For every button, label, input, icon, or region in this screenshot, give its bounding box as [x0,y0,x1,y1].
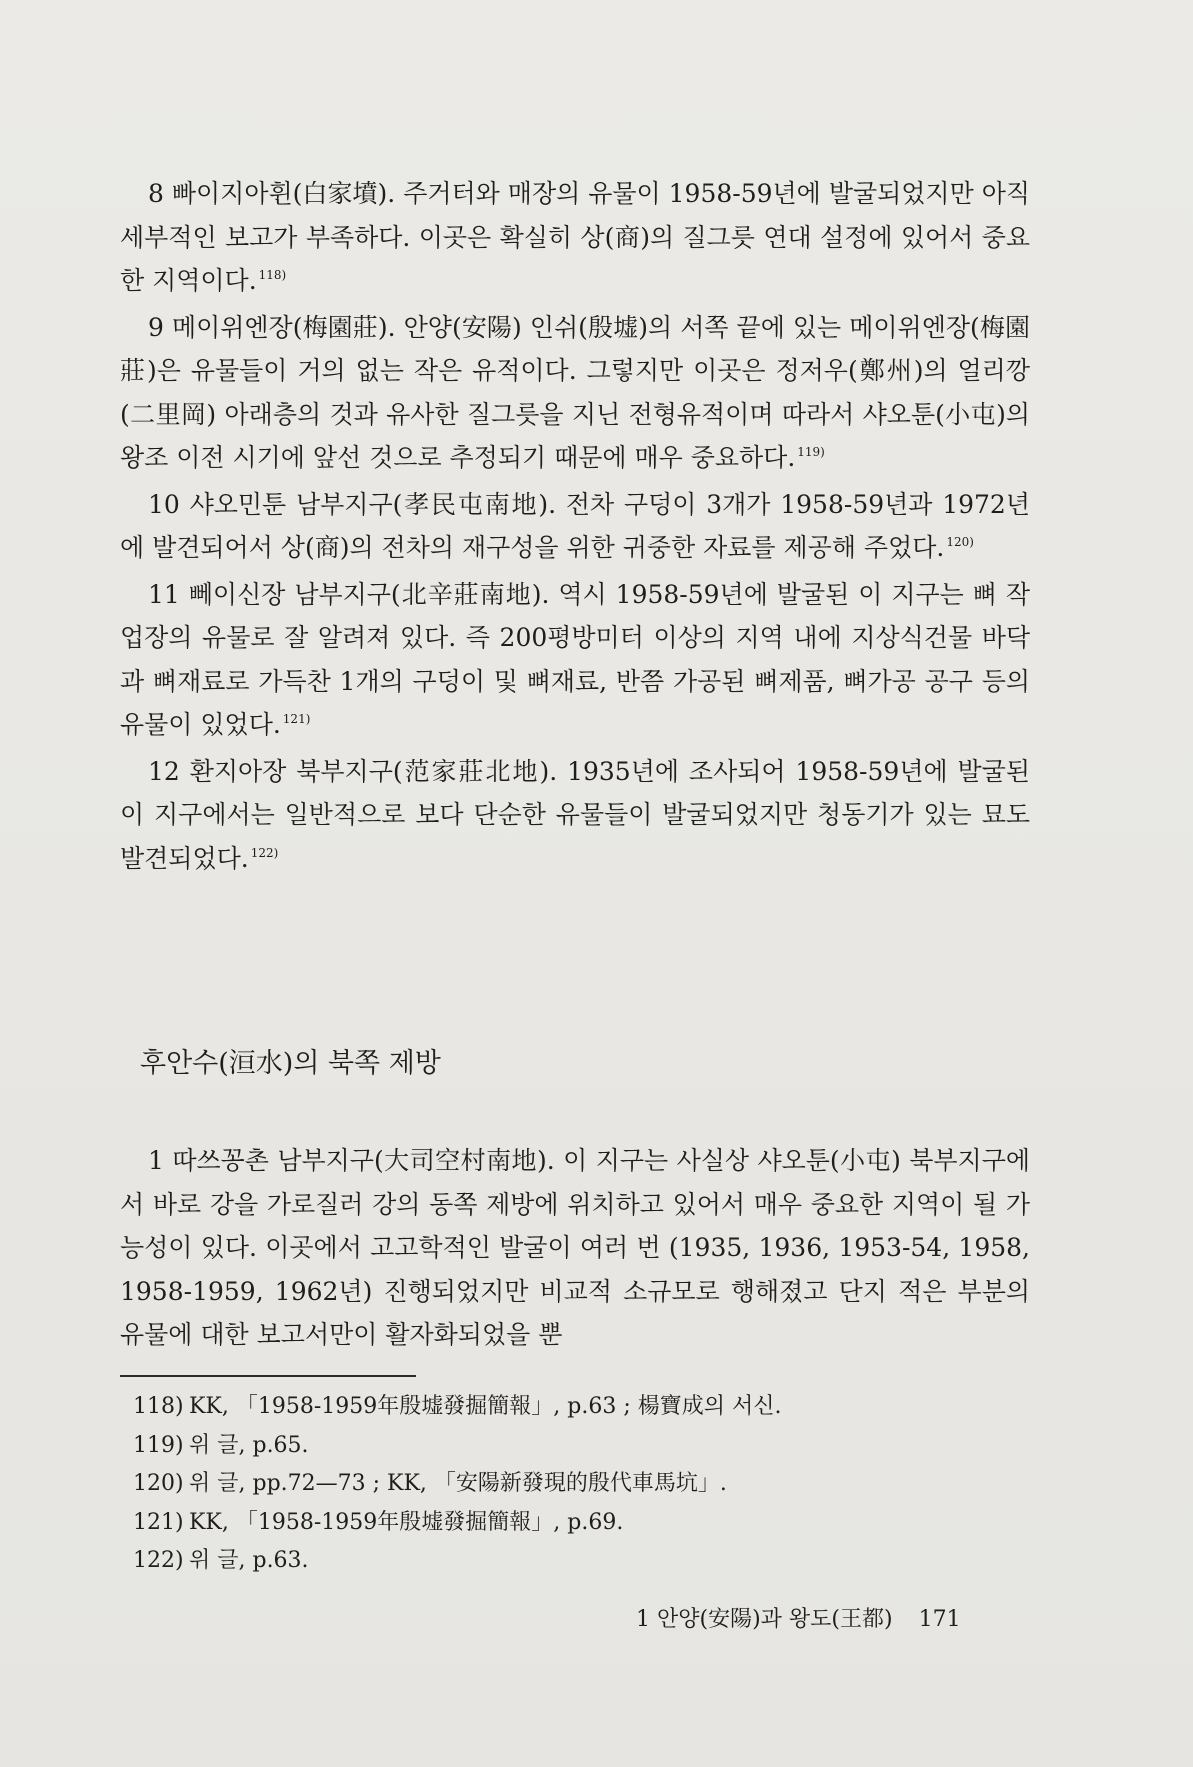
footnote-text: 위 글, p.63. [189,1548,309,1573]
footnote-number: 122) [133,1548,184,1573]
footnote-number: 120) [133,1471,184,1496]
footnote-number: 118) [133,1394,184,1419]
footnote-ref[interactable]: 121) [282,712,311,726]
footnote-text: 위 글, p.65. [189,1432,309,1458]
entry-text: 9 메이위엔장(梅園莊). 안양(安陽) 인쉬(殷墟)의 서쪽 끝에 있는 메이위엔장(梅園莊)은 유물들이 거의 없는 작은 유적이다. 그렇지만 이곳은 정저우(鄭州)의 얼리깡(二里岡) 아래층의 것과 유사한 질그릇을 지닌 전형유적이며 따라서 샤오툰(小屯)의 왕조 이전 시기에 앞선 것으로 추정되기 때문에 매우 중요하다. [120,312,1030,472]
footnote-text: KK, 「1958-1959年殷墟發掘簡報」, p.69. [189,1509,624,1535]
footnote-121 [133,1504,1013,1543]
page-number: 171 [918,1607,961,1632]
footnote-number: 119) [133,1432,184,1458]
footnote-120 [133,1465,1013,1504]
site-entry-10 [120,483,1030,570]
footnote-number: 121) [133,1509,184,1535]
footnotes [133,1388,1013,1581]
footnote-122 [133,1542,1013,1581]
footnote-text: KK, 「1958-1959年殷墟發掘簡報」, p.63 ; 楊寶成의 서신. [189,1394,782,1419]
site-entry-12 [120,750,1030,881]
footnote-ref[interactable]: 120) [946,535,974,549]
footnote-divider [120,1375,416,1377]
site-entry-9 [120,306,1030,480]
site-entry-1-paragraph: 1 따쓰꽁촌 남부지구(大司空村南地). 이 지구는 사실상 샤오툰(小屯) 북부지구에서 바로 강을 가로질러 강의 동쪽 제방에 위치하고 있어서 매우 중요한 지역이 될 가능성이 있다. 이곳에서 고고학적인 발굴이 여러 번 (1935, 1936, 1953-54, 1958, 1958-1959, 1962년) 진행되었지만 비교적 소규모로 행해졌고 단지 적은 부분의 유물에 대한 보고서만이 활자화되었을 뿐 [120,1146,1030,1349]
footnote-ref[interactable]: 122) [250,845,279,860]
site-entries [120,172,1030,883]
site-entry-11 [120,573,1030,747]
footnote-ref[interactable]: 119) [797,445,825,459]
running-footer-title: 1 안양(安陽)과 왕도(王都) [636,1607,893,1632]
footnote-ref[interactable]: 118) [258,268,287,282]
section-heading: 후안수(洹水)의 북쪽 제방 [140,1048,441,1080]
footnote-118 [133,1388,1013,1427]
entry-text: 10 샤오민툰 남부지구(孝民屯南地). 전차 구덩이 3개가 1958-59년과 1972년에 발견되어서 상(商)의 전차의 재구성을 위한 귀중한 자료를 제공해 주었다. [120,489,1030,562]
entry-text: 12 환지아장 북부지구(范家莊北地). 1935년에 조사되어 1958-59년에 발굴된 이 지구에서는 일반적으로 보다 단순한 유물들이 발굴되었지만 청동기가 있는 묘도 발견되었다. [120,756,1030,873]
footnote-119 [133,1427,1013,1466]
entry-text: 11 뻬이신장 남부지구(北辛莊南地). 역시 1958-59년에 발굴된 이 지구는 뼈 작업장의 유물로 잘 알려져 있다. 즉 200평방미터 이상의 지역 내에 지상식건물 바닥과 뼈재료로 가득찬 1개의 구덩이 및 뼈재료, 반쯤 가공된 뼈제품, 뼈가공 공구 등의 유물이 있었다. [120,579,1030,739]
entry-text: 8 빠이지아휜(白家墳). 주거터와 매장의 유물이 1958-59년에 발굴되었지만 아직 세부적인 보고가 부족하다. 이곳은 확실히 상(商)의 질그릇 연대 설정에 있어서 중요한 지역이다. [120,179,1030,295]
running-footer [636,1603,961,1637]
site-entry-8 [120,172,1030,303]
footnote-text: 위 글, pp.72—73 ; KK, 「安陽新發現的殷代車馬坑」. [189,1471,727,1496]
